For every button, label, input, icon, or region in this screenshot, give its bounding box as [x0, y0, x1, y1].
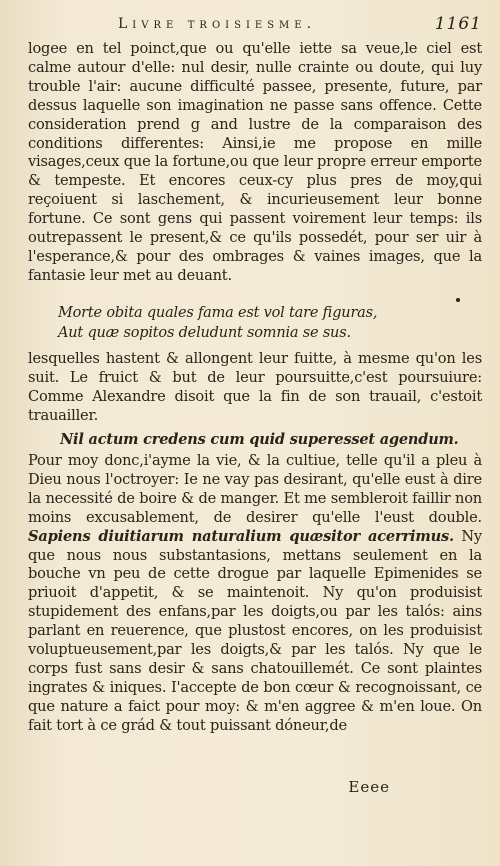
paragraph-2	[28, 350, 482, 426]
latin-subhead-text: Nil actum credens cum quid superesset agendum.	[60, 431, 459, 448]
verse-line-2: Aut quæ sopitos deludunt somnia se sus.	[58, 325, 351, 341]
page-number: 1161	[434, 14, 482, 34]
catchword: Eeee	[348, 778, 390, 796]
paragraph-3	[28, 452, 482, 736]
paragraph-3-text	[28, 452, 482, 736]
verse-quote	[58, 303, 440, 343]
paragraph-3-after-latin: Ny que nous nous substantasions, mettans seulement en la bouche vn peu de cette drogue par laquelle Epimenides se priuoit d'appetit, & se maintenoit. Ny qu'on produisist stupidement des enfans,par les doigts,ou par les talós: ains parlant en reuerence, que plustost encores, on les produisist voluptueusement,par les doigts,& par les talós. Ny que le corps fust sans desir & sans chatouillemét. Ce sont plaintes ingrates & iniques. I'accepte de bon cœur & recognoissant, ce que nature a faict pour moy: & m'en aggree & m'en loue. On fait tort à ce grád & tout puissant dóneur,de	[28, 527, 482, 734]
paragraph-3-latin: Sapiens diuitiarum naturalium quæsitor acerrimus.	[28, 527, 454, 545]
latin-subhead	[60, 431, 470, 450]
paragraph-3-before-latin: Pour moy donc,i'ayme la vie, & la cultiue, telle qu'il a pleu à Dieu nous l'octroyer: Ie ne vay pas desirant, qu'elle eust à dire la necessité de boire & de manger. Et me sembleroit faillir non moins excusablement, de desirer qu'elle l'eust double.	[28, 452, 482, 526]
paragraph-1	[28, 40, 482, 286]
paragraph-1-text: logee en tel poinct,que ou qu'elle iette sa veue,le ciel est calme autour d'elle: nul desir, nulle crainte ou doute, qui luy trouble l'air: aucune difficulté passee, presente, future, par dessus laquelle son imagination ne passe sans offence. Cette consideration prend g and lustre de la comparaison des conditions differentes: Ainsi,ie me propose en mille visages,ceux que la fortune,ou que leur propre erreur emporte & tempeste. Et encores ceux-cy plus pres de moy,qui reçoiuent si laschement, & incurieusement leur bonne fortune. Ce sont gens qui passent voirement leur temps: ils outrepassent le present,& ce qu'ils possedét, pour ser uir à l'esperance,& pour des ombrages & vaines images, que la fantasie leur met au deuant.	[28, 40, 482, 284]
verse-line-1: Morte obita quales fama est vol tare figuras,	[58, 305, 378, 321]
paragraph-2-text: lesquelles hastent & allongent leur fuitte, à mesme qu'on les suit. Le fruict & but de leur poursuitte,c'est poursuiure: Comme Alexandre disoit que la fin de son trauail, c'estoit trauailler.	[28, 350, 482, 424]
ink-dot	[456, 298, 460, 302]
page-header	[0, 14, 482, 40]
running-head: Livre troisiesme.	[118, 16, 317, 32]
